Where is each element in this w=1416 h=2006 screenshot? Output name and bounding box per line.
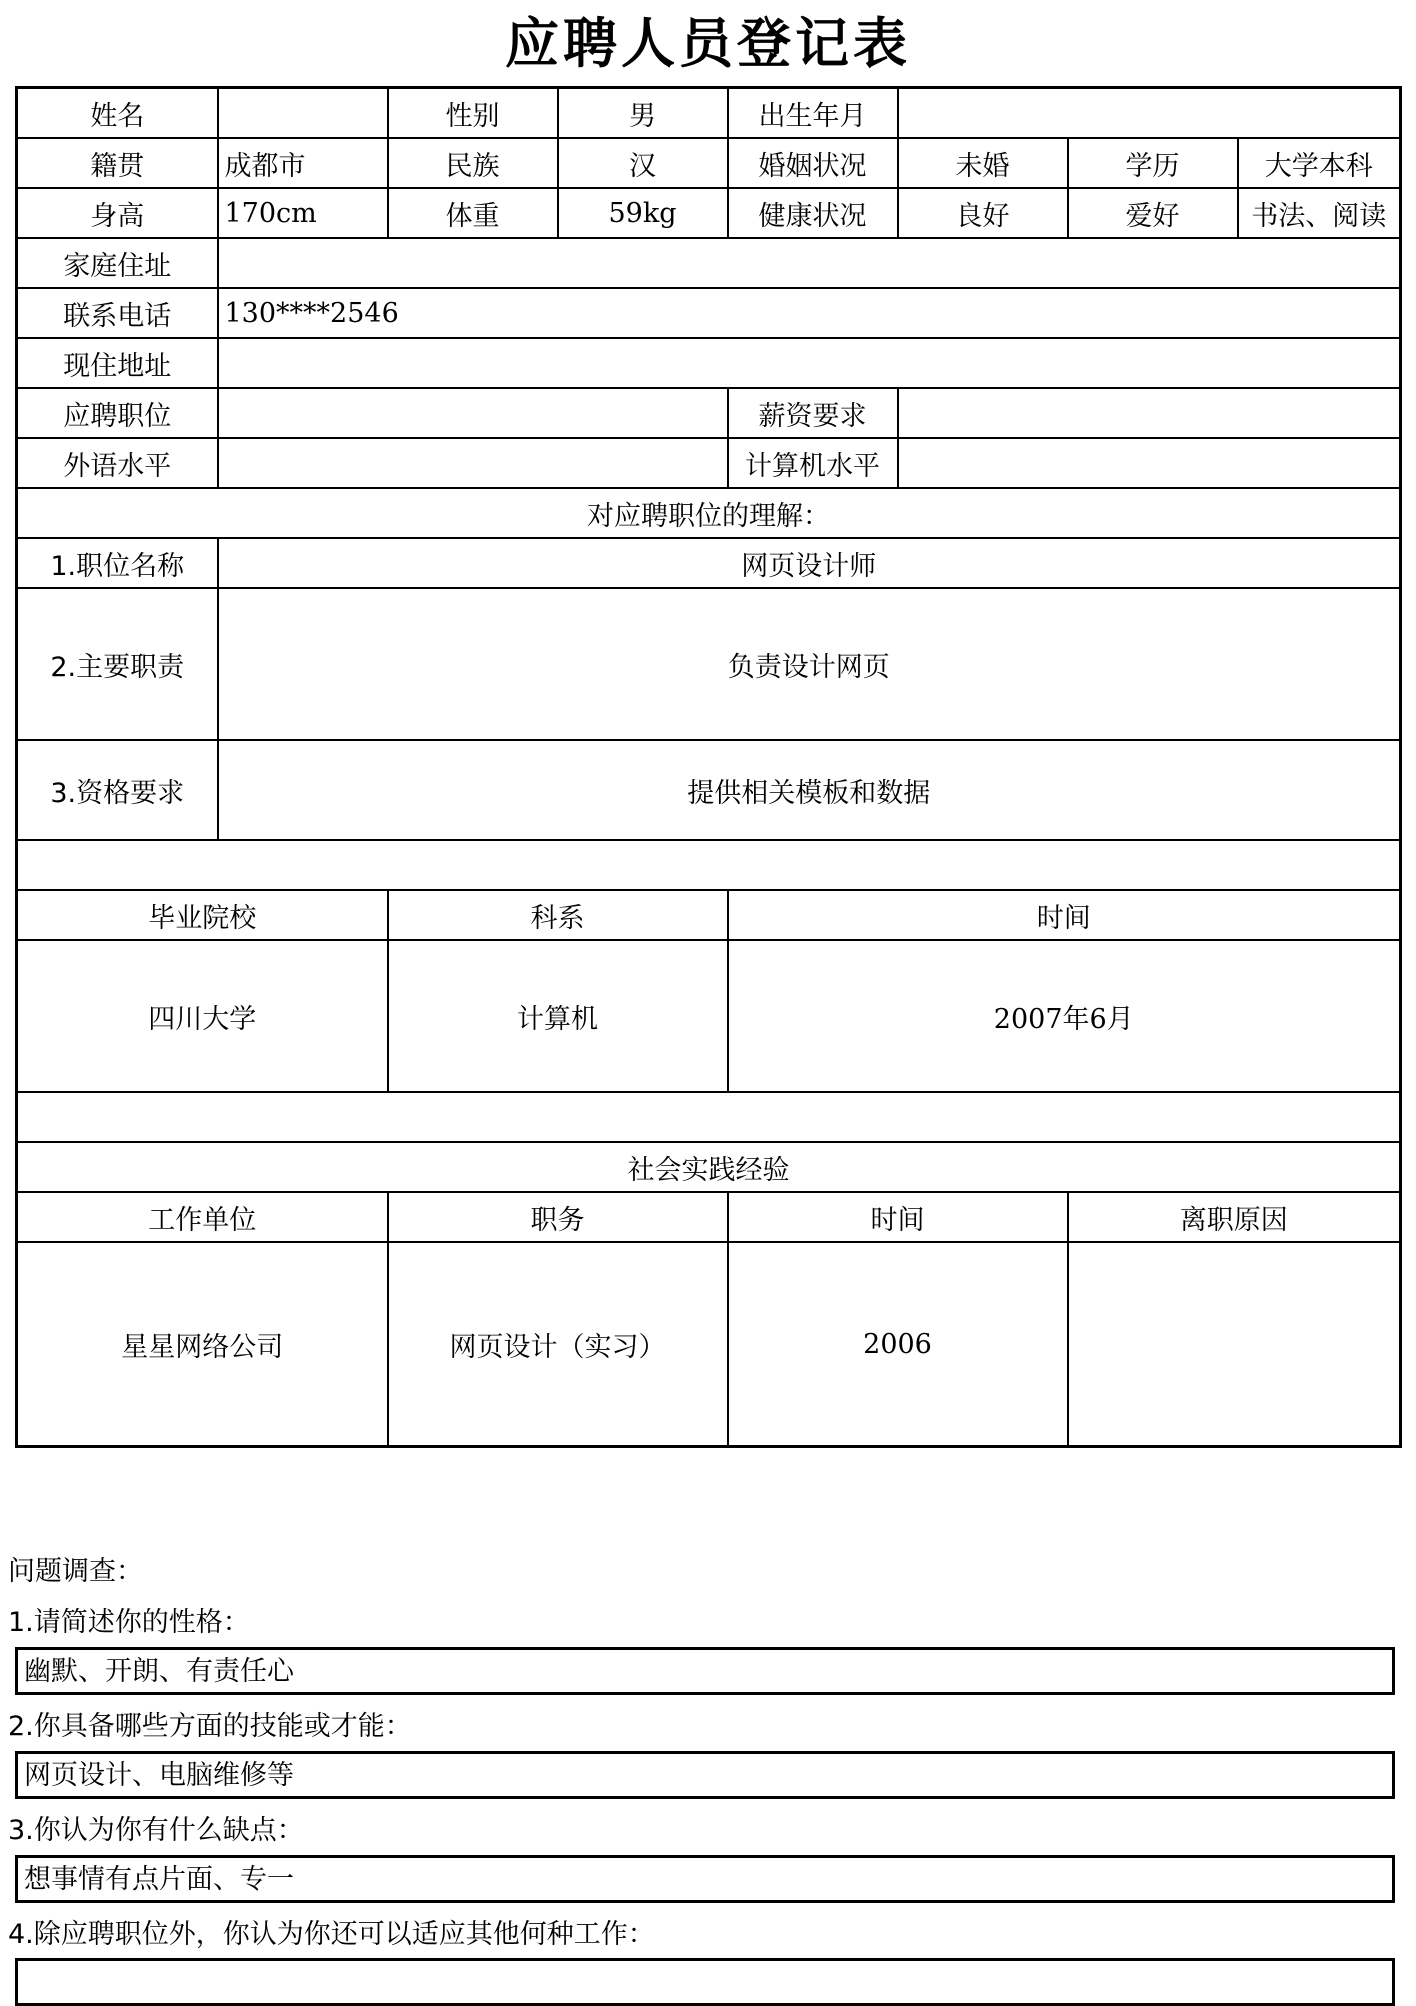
salary-value[interactable] — [898, 388, 1401, 438]
name-label: 姓名 — [17, 88, 218, 139]
computer-label: 计算机水平 — [728, 438, 898, 488]
ethnic-label: 民族 — [388, 138, 558, 188]
understanding-header: 对应聘职位的理解： — [17, 488, 1401, 538]
position-value[interactable] — [218, 388, 728, 438]
major-header: 科系 — [388, 890, 728, 940]
current-address-label: 现住地址 — [17, 338, 218, 388]
salary-label: 薪资要求 — [728, 388, 898, 438]
employer-value[interactable]: 星星网络公司 — [17, 1242, 388, 1447]
birth-value[interactable] — [898, 88, 1401, 139]
ethnic-value[interactable]: 汉 — [558, 138, 728, 188]
native-label: 籍贯 — [17, 138, 218, 188]
current-address-value[interactable] — [218, 338, 1401, 388]
duties-value[interactable]: 负责设计网页 — [218, 588, 1401, 740]
health-label: 健康状况 — [728, 188, 898, 238]
home-address-value[interactable] — [218, 238, 1401, 288]
name-value[interactable] — [218, 88, 388, 139]
education-level-label: 学历 — [1068, 138, 1238, 188]
birth-label: 出生年月 — [728, 88, 898, 139]
language-value[interactable] — [218, 438, 728, 488]
height-value[interactable]: 170cm — [218, 188, 388, 238]
registration-table — [15, 86, 1402, 1448]
language-label: 外语水平 — [17, 438, 218, 488]
weight-label: 体重 — [388, 188, 558, 238]
role-value[interactable]: 网页设计（实习） — [388, 1242, 728, 1447]
answer-4[interactable] — [15, 1958, 1395, 2006]
marital-value[interactable]: 未婚 — [898, 138, 1068, 188]
health-value[interactable]: 良好 — [898, 188, 1068, 238]
answer-2[interactable]: 网页设计、电脑维修等 — [15, 1751, 1395, 1799]
survey-title: 问题调查： — [8, 1556, 143, 1587]
leave-reason-value[interactable] — [1068, 1242, 1401, 1447]
native-value[interactable]: 成都市 — [218, 138, 388, 188]
duties-label: 2.主要职责 — [17, 588, 218, 740]
gender-value[interactable]: 男 — [558, 88, 728, 139]
grad-time-value[interactable]: 2007年6月 — [728, 940, 1401, 1092]
practice-header: 社会实践经验 — [17, 1142, 1401, 1192]
spacer-row — [17, 1092, 1401, 1142]
question-1: 1.请简述你的性格： — [8, 1607, 250, 1638]
work-time-header: 时间 — [728, 1192, 1068, 1242]
gender-label: 性别 — [388, 88, 558, 139]
requirements-label: 3.资格要求 — [17, 740, 218, 840]
employer-header: 工作单位 — [17, 1192, 388, 1242]
school-header: 毕业院校 — [17, 890, 388, 940]
work-time-value[interactable]: 2006 — [728, 1242, 1068, 1447]
education-level-value[interactable]: 大学本科 — [1238, 138, 1401, 188]
position-label: 应聘职位 — [17, 388, 218, 438]
computer-value[interactable] — [898, 438, 1401, 488]
grad-time-header: 时间 — [728, 890, 1401, 940]
page-title: 应聘人员登记表 — [505, 11, 911, 75]
question-3: 3.你认为你有什么缺点： — [8, 1815, 304, 1846]
hobby-label: 爱好 — [1068, 188, 1238, 238]
spacer-row — [17, 840, 1401, 890]
phone-value[interactable]: 130****2546 — [218, 288, 1401, 338]
answer-1[interactable]: 幽默、开朗、有责任心 — [15, 1647, 1395, 1695]
role-header: 职务 — [388, 1192, 728, 1242]
weight-value[interactable]: 59kg — [558, 188, 728, 238]
requirements-value[interactable]: 提供相关模板和数据 — [218, 740, 1401, 840]
question-4: 4.除应聘职位外，你认为你还可以适应其他何种工作： — [8, 1919, 655, 1950]
school-value[interactable]: 四川大学 — [17, 940, 388, 1092]
phone-label: 联系电话 — [17, 288, 218, 338]
hobby-value[interactable]: 书法、阅读 — [1238, 188, 1401, 238]
answer-3[interactable]: 想事情有点片面、专一 — [15, 1855, 1395, 1903]
height-label: 身高 — [17, 188, 218, 238]
major-value[interactable]: 计算机 — [388, 940, 728, 1092]
question-2: 2.你具备哪些方面的技能或才能： — [8, 1711, 412, 1742]
home-address-label: 家庭住址 — [17, 238, 218, 288]
job-title-label: 1.职位名称 — [17, 538, 218, 588]
marital-label: 婚姻状况 — [728, 138, 898, 188]
job-title-value[interactable]: 网页设计师 — [218, 538, 1401, 588]
leave-reason-header: 离职原因 — [1068, 1192, 1401, 1242]
